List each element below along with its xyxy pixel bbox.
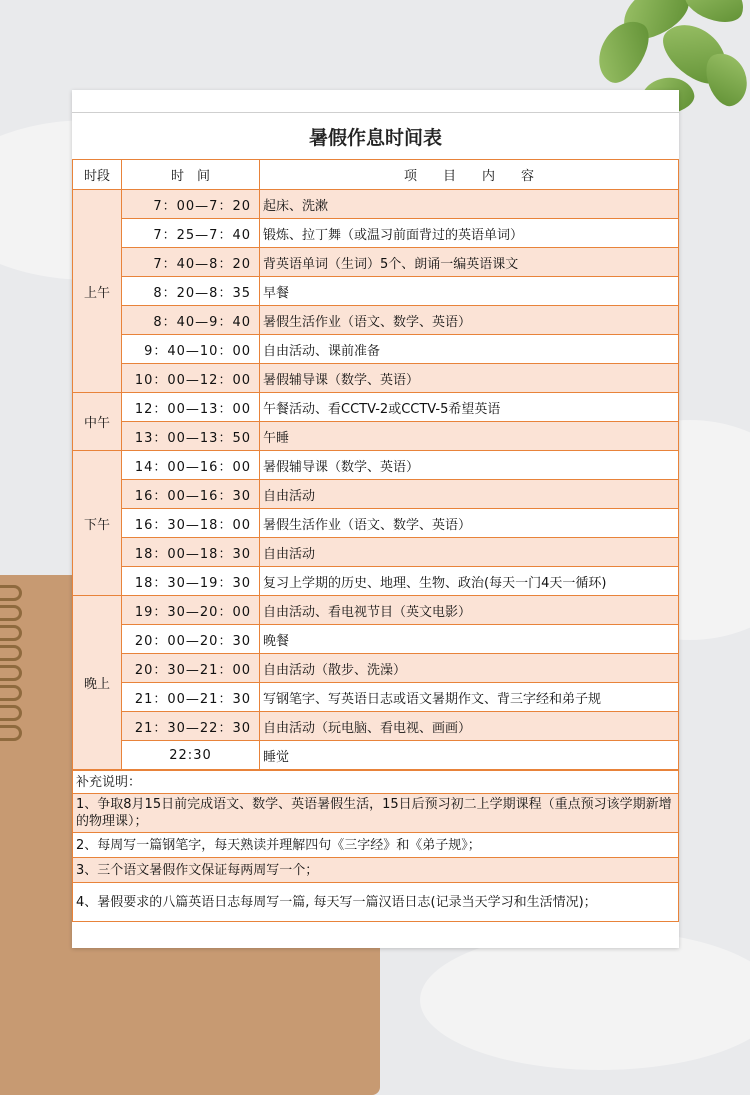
- task-cell: 锻炼、拉丁舞（或温习前面背过的英语单词）: [260, 219, 679, 248]
- notes-heading: 补充说明：: [73, 771, 679, 794]
- task-cell: 自由活动: [260, 480, 679, 509]
- table-row: [73, 364, 679, 393]
- time-cell: 21：30—22：30: [122, 712, 260, 741]
- task-cell: 午睡: [260, 422, 679, 451]
- header-period: 时段: [73, 160, 122, 190]
- time-cell: 10：00—12：00: [122, 364, 260, 393]
- note-item-3: 3、三个语文暑假作文保证每两周写一个；: [73, 858, 679, 883]
- task-cell: 暑假辅导课（数学、英语）: [260, 451, 679, 480]
- note-item-1: 1、争取8月15日前完成语文、数学、英语暑假生活，15日后预习初二上学期课程（重点预习该学期新增的物理课）；: [73, 794, 679, 833]
- table-row: [73, 567, 679, 596]
- table-row: [73, 480, 679, 509]
- task-cell: 写钢笔字、写英语日志或语文暑期作文、背三字经和弟子规: [260, 683, 679, 712]
- notes-table: [72, 770, 679, 922]
- table-row: [73, 625, 679, 654]
- table-row: [73, 422, 679, 451]
- time-cell: 8：40—9：40: [122, 306, 260, 335]
- task-cell: 暑假生活作业（语文、数学、英语）: [260, 306, 679, 335]
- time-cell: 18：30—19：30: [122, 567, 260, 596]
- time-cell: 14：00—16：00: [122, 451, 260, 480]
- table-row: [73, 451, 679, 480]
- time-cell: 19：30—20：00: [122, 596, 260, 625]
- time-cell: 16：30—18：00: [122, 509, 260, 538]
- header-time: 时 间: [122, 160, 260, 190]
- task-cell: 暑假辅导课（数学、英语）: [260, 364, 679, 393]
- table-row: [73, 596, 679, 625]
- period-label: 下午: [73, 451, 122, 596]
- table-header-row: [73, 160, 679, 190]
- period-label: 晚上: [73, 596, 122, 770]
- time-cell: 16：00—16：30: [122, 480, 260, 509]
- table-row: [73, 248, 679, 277]
- table-row: [73, 741, 679, 770]
- time-cell: 18：00—18：30: [122, 538, 260, 567]
- time-cell: 9：40—10：00: [122, 335, 260, 364]
- table-row: [73, 335, 679, 364]
- task-cell: 复习上学期的历史、地理、生物、政治(每天一门4天一循环): [260, 567, 679, 596]
- time-cell: 8：20—8：35: [122, 277, 260, 306]
- task-cell: 自由活动、看电视节目（英文电影）: [260, 596, 679, 625]
- table-row: [73, 277, 679, 306]
- table-row: [73, 712, 679, 741]
- task-cell: 自由活动（玩电脑、看电视、画画）: [260, 712, 679, 741]
- task-cell: 起床、洗漱: [260, 190, 679, 219]
- task-cell: 晚餐: [260, 625, 679, 654]
- note-item-4: 4、暑假要求的八篇英语日志每周写一篇, 每天写一篇汉语日志(记录当天学习和生活情况)；: [73, 883, 679, 922]
- task-cell: 午餐活动、看CCTV-2或CCTV-5希望英语: [260, 393, 679, 422]
- time-cell: 13：00—13：50: [122, 422, 260, 451]
- task-cell: 自由活动、课前准备: [260, 335, 679, 364]
- period-label: 上午: [73, 190, 122, 393]
- table-row: [73, 654, 679, 683]
- table-row: [73, 683, 679, 712]
- header-content: 项 目 内 容: [260, 160, 679, 190]
- task-cell: 暑假生活作业（语文、数学、英语）: [260, 509, 679, 538]
- period-label: 中午: [73, 393, 122, 451]
- time-cell: 21：00—21：30: [122, 683, 260, 712]
- time-cell: 22:30: [122, 741, 260, 770]
- task-cell: 睡觉: [260, 741, 679, 770]
- task-cell: 自由活动: [260, 538, 679, 567]
- table-row: [73, 538, 679, 567]
- task-cell: 早餐: [260, 277, 679, 306]
- schedule-table: [72, 159, 679, 770]
- time-cell: 7：25—7：40: [122, 219, 260, 248]
- time-cell: 20：00—20：30: [122, 625, 260, 654]
- time-cell: 7：40—8：20: [122, 248, 260, 277]
- table-row: [73, 393, 679, 422]
- time-cell: 20：30—21：00: [122, 654, 260, 683]
- marble-vein: [420, 930, 750, 1070]
- page-title: 暑假作息时间表: [72, 112, 679, 159]
- table-row: [73, 509, 679, 538]
- table-row: [73, 190, 679, 219]
- schedule-sheet: [72, 90, 679, 948]
- task-cell: 自由活动（散步、洗澡）: [260, 654, 679, 683]
- task-cell: 背英语单词（生词）5个、朗诵一编英语课文: [260, 248, 679, 277]
- table-row: [73, 219, 679, 248]
- note-item-2: 2、每周写一篇钢笔字，每天熟读并理解四句《三字经》和《弟子规》；: [73, 833, 679, 858]
- table-row: [73, 306, 679, 335]
- time-cell: 12：00—13：00: [122, 393, 260, 422]
- time-cell: 7：00—7：20: [122, 190, 260, 219]
